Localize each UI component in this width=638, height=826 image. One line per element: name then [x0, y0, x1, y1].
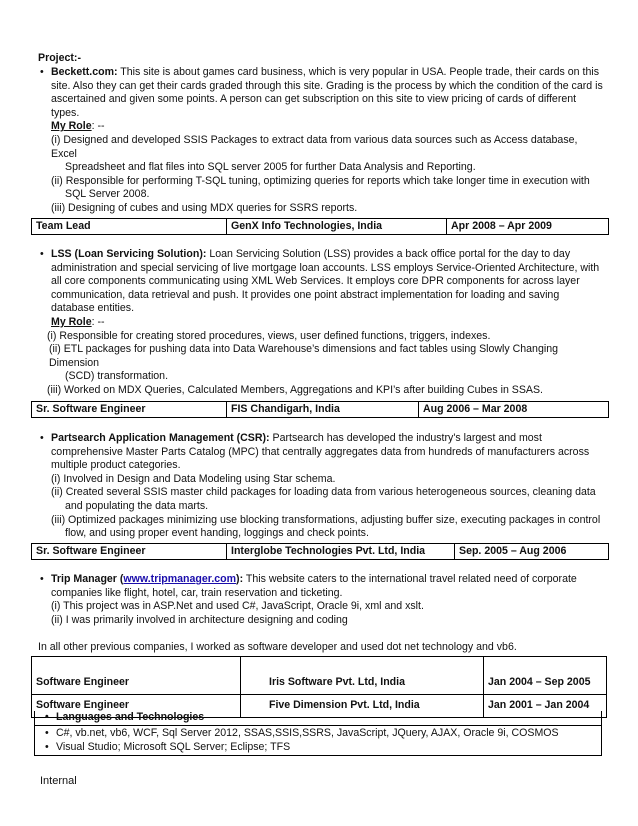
project-heading: Project:-: [38, 52, 81, 64]
previous-jobs-table: [31, 656, 607, 718]
trip-item-2: (ii) I was primarily involved in architecture designing and coding: [51, 613, 348, 626]
table-row: [32, 657, 607, 695]
job-bar-interglobe: [31, 543, 609, 560]
trip-block: [38, 573, 603, 627]
prev-job-dates: Jan 2004 – Sep 2005: [484, 657, 607, 695]
beckett-block: [38, 66, 603, 216]
job-company: Interglobe Technologies Pvt. Ltd, India: [226, 544, 454, 559]
beckett-item-1: (i) Designed and developed SSIS Packages to extract data from various data sources such as Access database, Excel: [51, 133, 578, 160]
csr-name: Partsearch Application Management (CSR):: [51, 432, 270, 444]
csr-item-3: (iii) Optimized packages minimizing use blocking transformations, adjusting buffer size, executing packages in control: [51, 513, 601, 526]
beckett-item-2: (ii) Responsible for performing T-SQL tuning, optimizing queries for reports which take longer time in execution with: [51, 174, 590, 187]
lss-description: • LSS (Loan Servicing Solution): Loan Servicing Solution (LSS) provides a back office portal for the day to day administration and special servicing of live mortgage loan accounts. LSS employs Service-Oriented Architecture, with all core components communicating using XML Web Services. It employs core DPR components for across layer communication, data retrieval and push. It provides one point abstract implementation for loading and saving database entities.: [38, 248, 603, 316]
lss-item-2b: (SCD) transformation.: [65, 370, 169, 383]
csr-item-1: (i) Involved in Design and Data Modeling using Star schema.: [51, 472, 336, 485]
prev-job-title: Software Engineer: [32, 657, 241, 695]
trip-item-1: (i) This project was in ASP.Net and used C#, JavaScript, Oracle 9i, xml and xslt.: [51, 600, 424, 613]
job-bar-fis: [31, 401, 609, 418]
csr-block: [38, 432, 603, 541]
lss-item-2: (ii) ETL packages for pushing data into Data Warehouse’s dimensions and fact tables using Slowly Changing Dimension: [49, 343, 558, 369]
beckett-item-3: (iii) Designing of cubes and using MDX queries for SSRS reports.: [51, 201, 358, 214]
prev-job-company: Iris Software Pvt. Ltd, India: [241, 657, 484, 695]
beckett-item-2b: SQL Server 2008.: [65, 188, 150, 201]
skills-heading: • Languages and Technologies: [43, 711, 601, 725]
skills-heading-row: [34, 711, 602, 725]
prev-job-dates: Jan 2001 – Jan 2004: [484, 695, 607, 718]
previous-companies-note: In all other previous companies, I worked as software developer and used dot net technology and vb6.: [38, 641, 517, 653]
prev-job-title: Software Engineer: [32, 695, 241, 718]
beckett-role: My Role: --: [51, 120, 105, 133]
footer-label: Internal: [40, 775, 77, 787]
job-bar-team-lead: [31, 218, 609, 235]
csr-item-2b: and populating the data marts.: [65, 499, 209, 512]
prev-job-company: Five Dimension Pvt. Ltd, India: [241, 695, 484, 718]
beckett-description: • Beckett.com: This site is about games card business, which is very popular in USA. People trade, their cards on this site. Also they can get their cards graded through this site. Grading is the process by which the condition of the card is ascertained and given some points. A person can get subscription on this site to view pricing of cards of different types.: [38, 66, 603, 120]
csr-item-2: (ii) Created several SSIS master child packages for loading data from various heterogeneous sources, cleaning data: [51, 486, 596, 499]
lss-item-1: (i) Responsible for creating stored procedures, views, user defined functions, triggers, indexes.: [47, 329, 491, 342]
skills-line-1: • C#, vb.net, vb6, WCF, Sql Server 2012, SSAS,SSIS,SSRS, JavaScript, JQuery, AJAX, Oracle 9i, COSMOS: [43, 727, 601, 741]
skills-box: [34, 725, 602, 756]
lss-role: My Role: --: [51, 315, 105, 328]
csr-description: • Partsearch Application Management (CSR): Partsearch has developed the industry's largest and most comprehensive Master Parts Catalog (MPC) that centrally aggregates data from hundreds of manufacturers across multiple product categories.: [38, 432, 603, 473]
lss-name: LSS (Loan Servicing Solution):: [51, 248, 207, 260]
beckett-item-1b: Spreadsheet and flat files into SQL server 2005 for further Data Analysis and Reporting.: [65, 161, 476, 174]
tripmanager-link[interactable]: www.tripmanager.com: [123, 573, 237, 585]
job-company: FIS Chandigarh, India: [226, 402, 418, 417]
lss-item-3: (iii) Worked on MDX Queries, Calculated Members, Aggregations and KPI’s after building Cubes in SSAS.: [47, 383, 543, 396]
job-company: GenX Info Technologies, India: [226, 219, 446, 234]
job-dates: Aug 2006 – Mar 2008: [418, 402, 608, 417]
trip-description: • Trip Manager (www.tripmanager.com): This website caters to the international travel related need of corporate companies like flight, hotel, car, train reservation and ticketing.: [38, 573, 603, 600]
lss-block: [38, 248, 603, 398]
csr-item-3b: flow, and using proper event handing, loggings and check points.: [65, 527, 369, 540]
job-title: Sr. Software Engineer: [36, 403, 146, 415]
job-title: Team Lead: [36, 220, 91, 232]
beckett-name: Beckett.com:: [51, 66, 118, 78]
skills-line-2: • Visual Studio; Microsoft SQL Server; Eclipse; TFS: [43, 741, 601, 755]
job-dates: Sep. 2005 – Aug 2006: [454, 544, 608, 559]
job-dates: Apr 2008 – Apr 2009: [446, 219, 608, 234]
job-title: Sr. Software Engineer: [36, 545, 146, 557]
